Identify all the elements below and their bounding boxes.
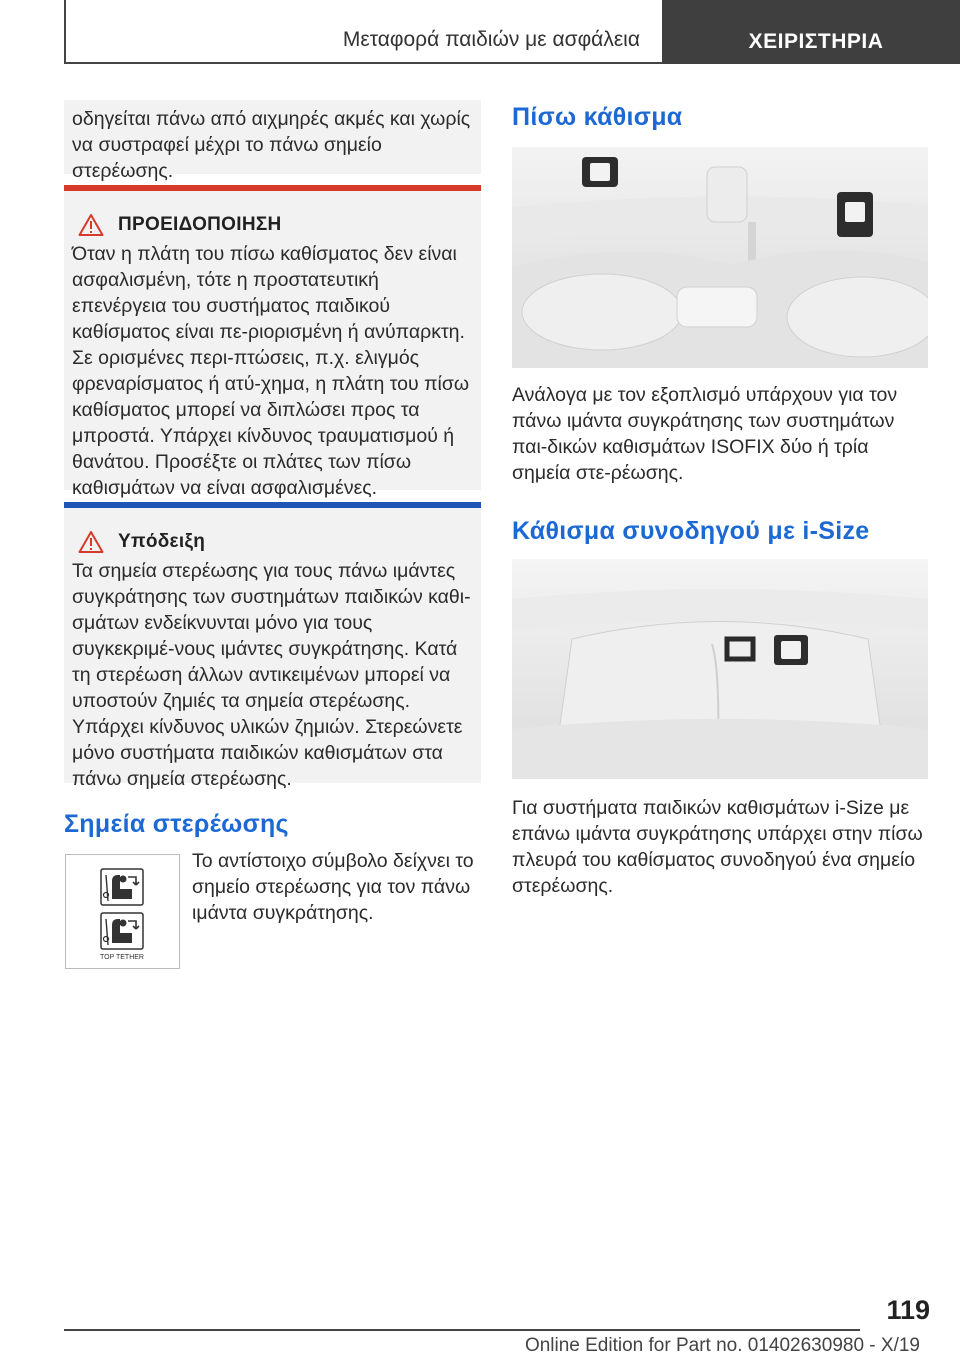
top-tether-caption: TOP TETHER — [100, 954, 144, 961]
anchor-points-text: Το αντίστοιχο σύμβολο δείχνει το σημείο στερέωσης για τον πάνω ιμάντα συγκράτησης. — [192, 850, 474, 924]
note-triangle-icon — [78, 530, 104, 554]
edition-text: Online Edition for Part no. 01402630980 - X/19 — [524, 1335, 920, 1356]
warning-label: ΠΡΟΕΙΔΟΠΟΙΗΣΗ — [118, 214, 282, 235]
note-box — [64, 502, 481, 790]
top-tether-symbol-icon — [66, 855, 179, 968]
footer-rule — [64, 1329, 860, 1331]
passenger-seat-heading: Κάθισμα συνοδηγού με i-Size — [512, 517, 870, 545]
header-bottom-rule — [64, 62, 664, 64]
chapter-tab-label: ΧΕΙΡΙΣΤΗΡΙΑ — [748, 30, 884, 53]
rear-seat-photo — [512, 147, 928, 368]
page-number: 119 — [886, 1295, 930, 1325]
note-text: Τα σημεία στερέωσης για τους πάνω ιμάντες συγκράτησης των συστημάτων παιδικών καθι-σμάτων ενδείκνυνται μόνο για τους συγκεκριμέ-νους ιμάντες συγκράτησης. Κατά τη στερέωση άλλων αντικειμένων μπορεί να υποστούν ζημιές τα σημεία στερέωσης. Υπάρχει κίνδυνος υλικών ζημιών. Στερεώνετε μόνο συστήματα παιδικών καθισμάτων στα πάνω σημεία στερέωσης. — [72, 560, 471, 790]
note-header — [72, 530, 473, 554]
warning-triangle-icon — [78, 213, 104, 237]
rear-seat-text: Ανάλογα με τον εξοπλισμό υπάρχουν για τον πάνω ιμάντα συγκράτησης των συστημάτων παι-δικών καθισμάτων ISOFIX δύο ή τρία σημεία στε-ρέωσης. — [512, 384, 898, 484]
continued-text-box — [64, 100, 481, 182]
section-title: Μεταφορά παιδιών με ασφάλεια — [342, 28, 640, 51]
passenger-seat-text: Για συστήματα παιδικών καθισμάτων i-Size με επάνω ιμάντα συγκράτησης υπάρχει στην πίσω πλευρά του καθίσματος συνοδηγού ένα σημείο στερέωσης. — [512, 797, 923, 897]
note-label: Υπόδειξη — [118, 531, 206, 552]
rear-seat-heading: Πίσω κάθισμα — [512, 103, 683, 131]
warning-text: Όταν η πλάτη του πίσω καθίσματος δεν είναι ασφαλισμένη, τότε η προστατευτική επενέργεια του συστήματος παιδικού καθίσματος είναι πε-ριορισμένη ή ανύπαρκτη. Σε ορισμένες περι-πτώσεις, π.χ. ελιγμός φρεναρίσματος ή ατύ-χημα, η πλάτη του πίσω καθίσματος μπορεί να διπλώσει προς τα μπροστά. Υπάρχει κίνδυνος τραυματισμού ή θανάτου. Προσέξτε οι πλάτες των πίσω καθισμάτων να είναι ασφαλισμένες. — [72, 243, 470, 499]
anchor-points-heading: Σημεία στερέωσης — [64, 810, 289, 838]
top-tether-symbol-frame — [65, 854, 180, 969]
warning-header — [72, 213, 473, 237]
warning-box — [64, 185, 481, 499]
passenger-seat-photo — [512, 559, 928, 779]
continued-text: οδηγείται πάνω από αιχμηρές ακμές και χωρίς να συστραφεί μέχρι το πάνω σημείο στερέωσης. — [72, 108, 471, 182]
chapter-tab[interactable] — [662, 0, 960, 64]
